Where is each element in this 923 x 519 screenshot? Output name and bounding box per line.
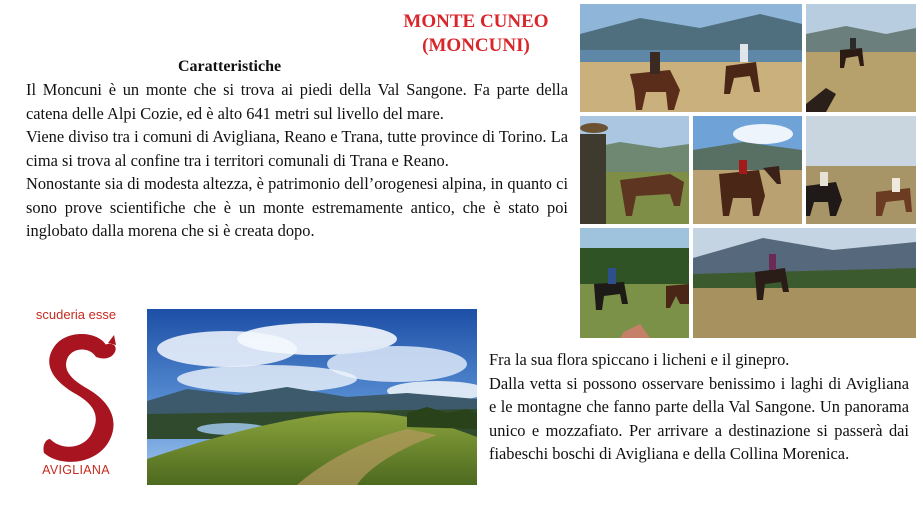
paragraph: Viene diviso tra i comuni di Avigliana, Reano e Trana, tutte province di Torino. La cima si trova al confine tra i territori comunali di Trana e Reano.: [26, 127, 568, 170]
photo-two-riders: [806, 116, 916, 224]
section-heading: Caratteristiche: [178, 58, 282, 75]
logo-top-text: scuderia esse: [35, 307, 117, 322]
paragraph: Il Moncuni è un monte che si trova ai piedi della Val Sangone. Fa parte della catena delle Alpi Cozie, ed è alto 641 metri sul livello del mare.: [26, 80, 568, 123]
horse-s-logo-icon: [14, 303, 138, 485]
scuderia-esse-logo: [14, 303, 138, 485]
title-line-1: MONTE CUNEO: [403, 11, 549, 32]
landscape-photo: [147, 309, 477, 485]
paragraph: Nonostante sia di modesta altezza, è patrimonio dell’orogenesi alpina, in quanto ci sono prove scientifiche che è un monte estremamente antico, che è stato poi inglobato dalla morena che si è creata dopo.: [26, 174, 568, 240]
photo-riders-lake: [580, 4, 802, 112]
description-left: [26, 78, 568, 243]
page-title: [378, 10, 574, 58]
photo-riders-field: [693, 116, 802, 224]
paragraph: Dalla vetta si possono osservare benissimo i laghi di Avigliana e le montagne che fanno parte della Val Sangone. Un panorama unico e mozzafiato. Per arrivare a destinazione si passerà dai fiabeschi boschi di Avigliana e della Collina Morenica.: [489, 373, 909, 463]
description-right: [489, 348, 909, 466]
photo-forest-riders: [580, 228, 689, 338]
photo-rider-panorama: [693, 228, 916, 338]
photo-rider-cowboy: [580, 116, 689, 224]
title-line-2: (MONCUNI): [422, 35, 530, 56]
paragraph: Fra la sua flora spiccano i licheni e il ginepro.: [489, 350, 790, 369]
photo-rider-hill: [806, 4, 916, 112]
logo-bottom-text: AVIGLIANA: [42, 463, 110, 477]
